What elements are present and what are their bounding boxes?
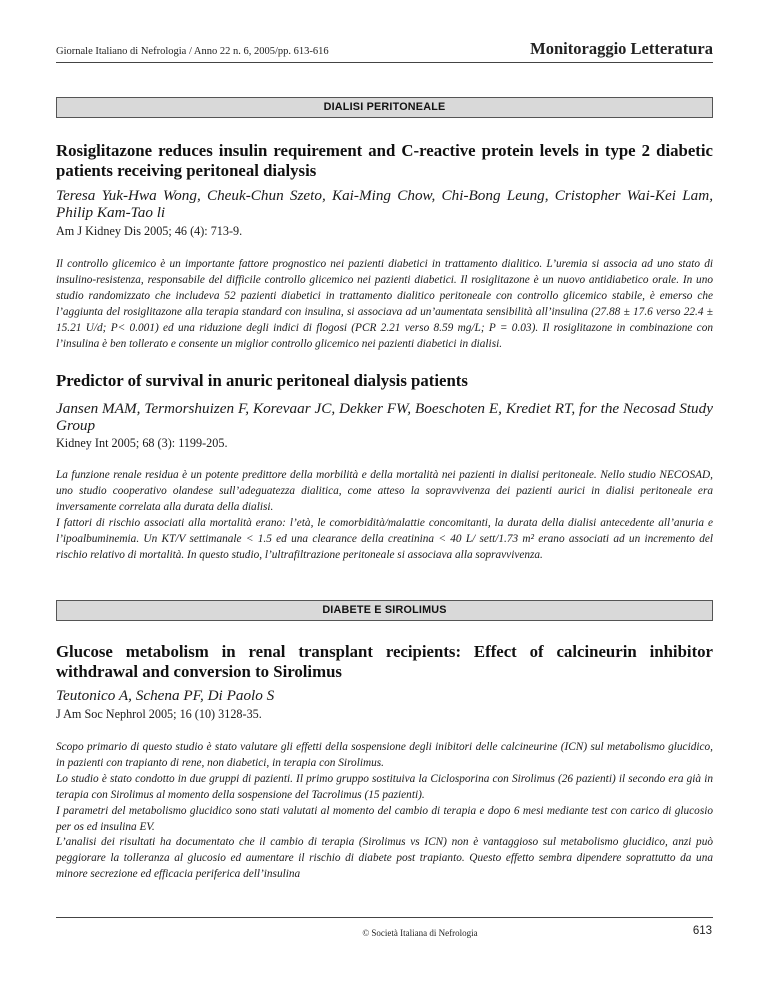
article-title: Rosiglitazone reduces insulin requirement and C-reactive protein levels in type 2 diabetic patients receiving peritoneal dialysis: [56, 141, 713, 180]
section-bar-dialisi-peritoneale: DIALISI PERITONEALE: [56, 97, 713, 118]
article-citation: Am J Kidney Dis 2005; 46 (4): 713-9.: [56, 224, 243, 238]
abstract-paragraph: Il controllo glicemico è un importante fattore prognostico nei pazienti diabetici in trattamento dialitico. L’uremia si associa ad uno stato di insulino-resistenza, responsabile del difficile controllo glicemico nei pazienti diabetici. Il rosiglitazone è un nuovo antidiabetico orale. In uno studio randomizzato che includeva 52 pazienti diabetici in trattamento dialitico peritoneale con controllo glicemico stabile, è emerso che l’aggiunta del rosiglitazone alla terapia standard con insulina, si associava ad un’aumentata sensibilità all’insulina (27.88 ± 17.6 verso 22.4 ± 15.21 U/d; P< 0.001) ed una riduzione degli indici di flogosi (PCR 2.21 verso 8.59 mg/L; P = 0.03). Il rosiglitazone in combinazione con l’insulina è ben tollerato e consente un miglior controllo glicemico nei pazienti diabetici in dialisi.: [56, 258, 713, 350]
running-header: [56, 38, 713, 60]
section-name: Monitoraggio Letteratura: [530, 39, 713, 58]
section-bar-diabete-sirolimus: DIABETE E SIROLIMUS: [56, 600, 713, 621]
article-title: Predictor of survival in anuric peritoneal dialysis patients: [56, 371, 468, 390]
abstract-paragraph: I parametri del metabolismo glucidico sono stati valutati al momento del cambio di terapia e dopo 6 mesi mediante test con carico di glucosio per os ed insulina EV.: [56, 804, 713, 833]
abstract-paragraph: L’analisi dei risultati ha documentato che il cambio di terapia (Sirolimus vs ICN) non è vantaggioso sul metabolismo glucidico, anzi può peggiorare la tolleranza al glucosio ed aumentare il rischio di diabete post trapianto. Questo effetto sembra dipendere soprattutto da una minore secrezione ed efficacia periferica dell’insulina: [56, 836, 713, 881]
abstract-paragraph: Scopo primario di questo studio è stato valutare gli effetti della sospensione degli inibitori delle calcineurine (ICN) sul metabolismo glucidico, in pazienti con trapianto di rene, non diabetici, in terapia con Sirolimus.: [56, 741, 713, 769]
copyright: © Società Italiana di Nefrologia: [362, 928, 478, 938]
article-authors: Teutonico A, Schena PF, Di Paolo S: [56, 687, 275, 704]
article-abstract: [56, 740, 713, 883]
abstract-paragraph: La funzione renale residua è un potente predittore della morbilità e della mortalità nei pazienti in dialisi peritoneale. Nello studio NECOSAD, uno studio cooperativo olandese sull’adeguatezza dialitica, come atteso la sopravvivenza dei pazienti aurici in dialisi peritoneale era inversamente correlata alla durata della dialisi.: [56, 469, 713, 513]
footer-rule: [56, 917, 713, 918]
article-authors: Teresa Yuk-Hwa Wong, Cheuk-Chun Szeto, Kai-Ming Chow, Chi-Bong Leung, Cristopher Wai-Kei Lam, Philip Kam-Tao li: [56, 187, 713, 221]
article-title: Glucose metabolism in renal transplant recipients: Effect of calcineurin inhibitor withdrawal and conversion to Sirolimus: [56, 642, 713, 681]
journal-reference: Giornale Italiano di Nefrologia / Anno 22 n. 6, 2005/pp. 613-616: [56, 46, 329, 57]
article-citation: J Am Soc Nephrol 2005; 16 (10) 3128-35.: [56, 707, 262, 721]
article-abstract: [56, 257, 713, 352]
abstract-paragraph: Lo studio è stato condotto in due gruppi di pazienti. Il primo gruppo sostituiva la Ciclosporina con Sirolimus (26 pazienti) il secondo era già in terapia con Sirolimus al momento della sospensione del Tacrolimus (15 pazienti).: [56, 772, 713, 801]
article-abstract: [56, 468, 713, 563]
article-authors: Jansen MAM, Termorshuizen F, Korevaar JC, Dekker FW, Boeschoten E, Krediet RT, for the Necosad Study Group: [56, 400, 713, 434]
article-citation: Kidney Int 2005; 68 (3): 1199-205.: [56, 436, 228, 450]
header-rule: [56, 62, 713, 63]
page-number: 613: [692, 925, 712, 937]
abstract-paragraph: I fattori di rischio associati alla mortalità erano: l’età, le comorbidità/malattie concomitanti, la durata della dialisi antecedente all’anuria e l’ipoalbuminemia. Un KT/V settimanale < 1.5 ed una clearance della creatinina < 40 L/ sett/1.73 m² erano associati ad un incremento del rischio relativo di mortalità. In questo studio, l’ultrafiltrazione peritoneale si associava alla sopravvivenza.: [56, 516, 713, 561]
